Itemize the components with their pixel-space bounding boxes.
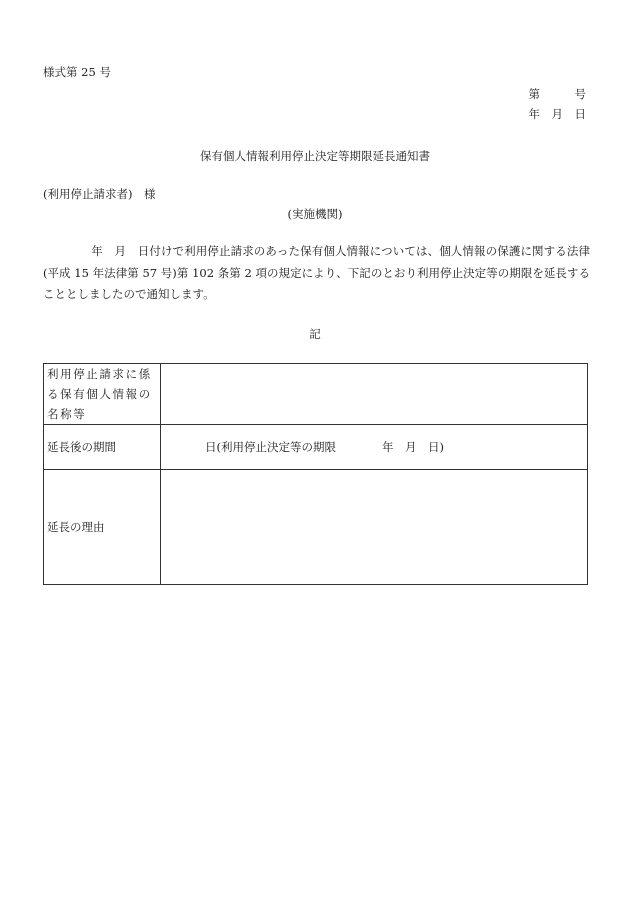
info-table xyxy=(43,363,588,585)
agency-line: (実施機関) xyxy=(287,207,343,221)
document-date: 年 月 日 xyxy=(528,107,586,121)
period-value: 日(利用停止決定等の期限 年 月 日) xyxy=(161,425,588,470)
reason-label: 延長の理由 xyxy=(44,470,161,585)
body-paragraph: 年 月 日付けで利用停止請求のあった保有個人情報については、個人情報の保護に関する法律(平成 15 年法律第 57 号)第 102 条第 2 項の規定により、下記のとおり利用停止決定等の期限を延長することとしましたので通知します。 xyxy=(43,244,590,301)
info-name-label: 利用停止請求に係る保有個人情報の名称等 xyxy=(44,364,161,425)
period-label: 延長後の期間 xyxy=(44,425,161,470)
info-name-value xyxy=(161,364,588,425)
table-row-period xyxy=(44,425,588,470)
ki-heading: 記 xyxy=(309,327,321,341)
reason-value xyxy=(161,470,588,585)
document-title: 保有個人情報利用停止決定等期限延長通知書 xyxy=(200,149,430,163)
requester-line: (利用停止請求者) 様 xyxy=(43,187,156,201)
document-number: 第 号 xyxy=(528,87,586,101)
table-row-info-name xyxy=(44,364,588,425)
table-row-reason xyxy=(44,470,588,585)
form-number: 様式第 25 号 xyxy=(43,65,111,79)
